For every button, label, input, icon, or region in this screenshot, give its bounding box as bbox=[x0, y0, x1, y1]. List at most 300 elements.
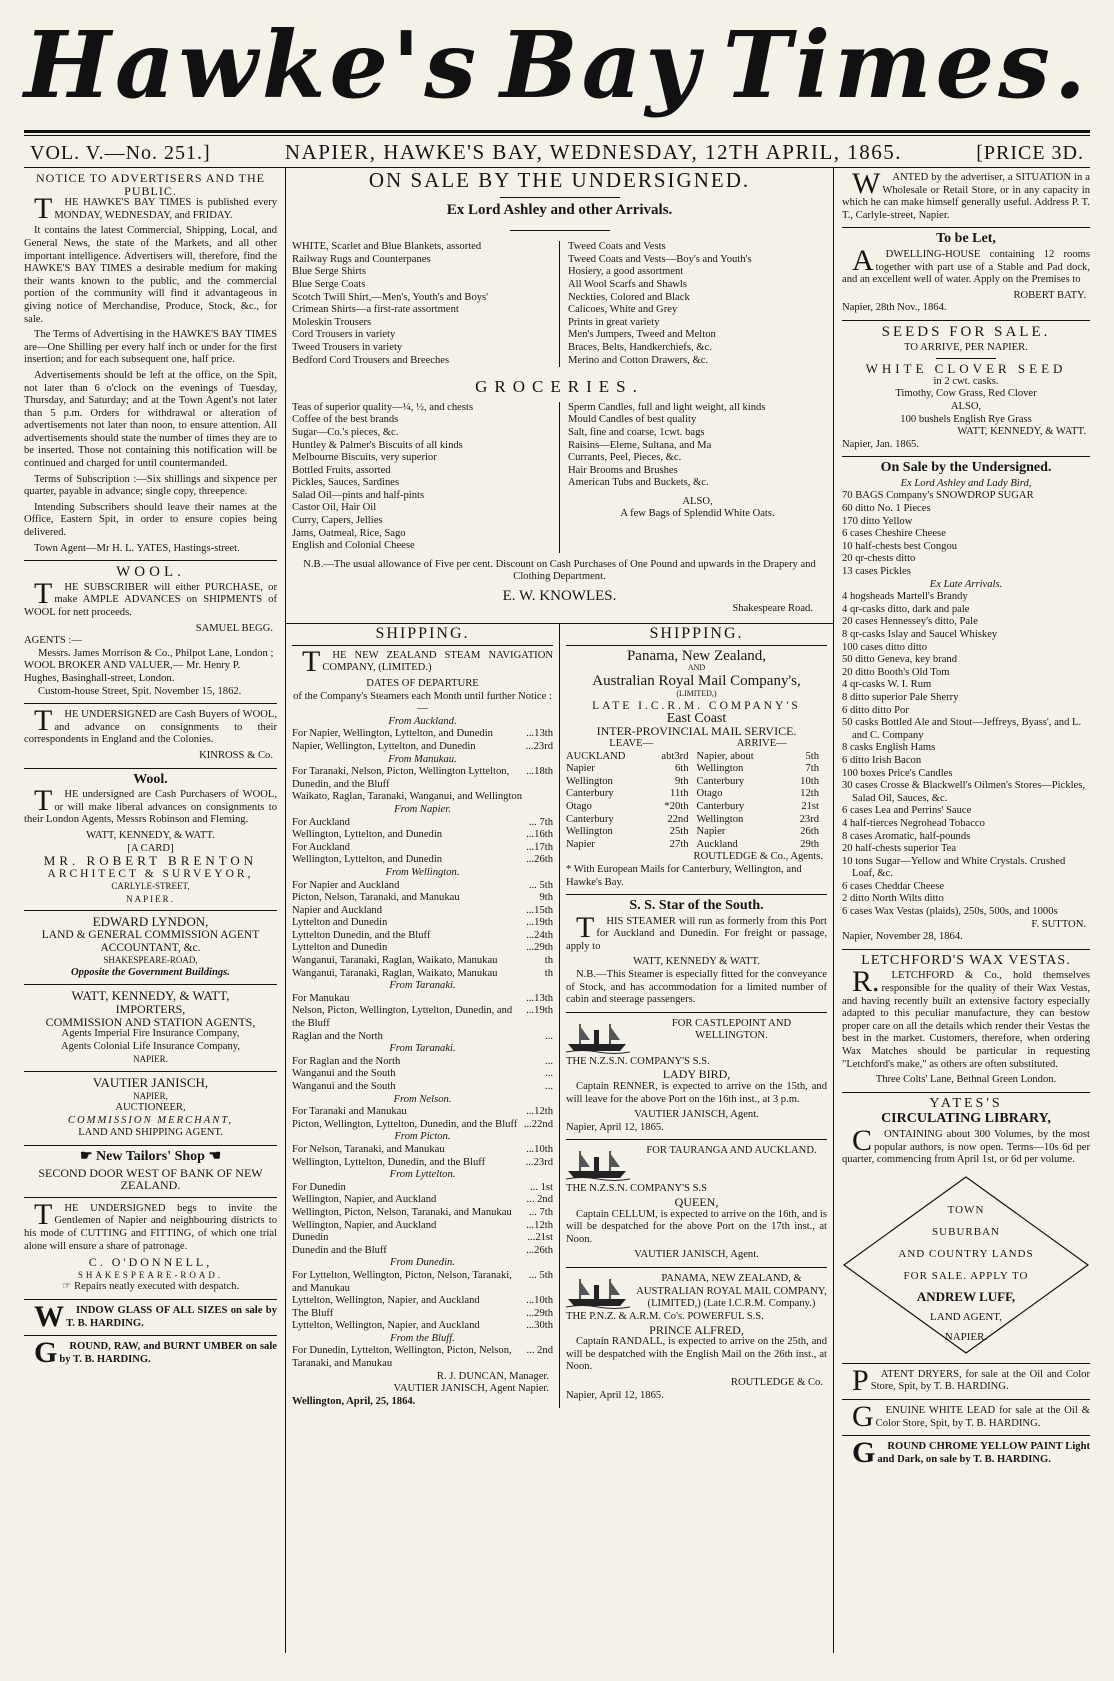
route-day: ...22nd bbox=[523, 1118, 553, 1130]
route-destination: For Taranaki and Manukau bbox=[292, 1106, 407, 1118]
divider bbox=[842, 456, 1090, 457]
vj-title-3: LAND AND SHIPPING AGENT. bbox=[78, 1127, 223, 1139]
drapery-item: Braces, Belts, Handkerchiefs, &c. bbox=[568, 341, 712, 353]
pnz-company-2: Australian Royal Mail Company's, bbox=[592, 673, 801, 689]
schedule-row bbox=[566, 788, 697, 801]
yates-para: CONTAINING about 300 Volumes, by the most popular authors, is now open. Terms—10s 6d per quarter, commencing from April 1st, or 6d per volume. bbox=[842, 1123, 1090, 1166]
luff-line-1: TOWN bbox=[947, 1203, 985, 1216]
route-row bbox=[292, 741, 553, 754]
dates-heading: DATES OF DEPARTURE bbox=[366, 678, 479, 689]
prince-alfred-signature: ROUTLEDGE & Co. bbox=[730, 1376, 823, 1388]
schedule-port: Otago bbox=[696, 788, 723, 800]
route-day: ... 1st bbox=[530, 1181, 553, 1193]
route-row bbox=[292, 1194, 553, 1207]
pnz-and: AND bbox=[687, 663, 706, 673]
tailor-para: THE UNDERSIGNED begs to invite the Gentlemen of Napier and neighbouring districts to his mode of CUTTING and FITTING, of which one trial alone will ensure a share of patronage. bbox=[24, 1197, 277, 1252]
masthead-rule bbox=[24, 130, 1090, 133]
schedule-day: 21st bbox=[801, 800, 819, 812]
sutton-item: 4 hogsheads Martell's Brandy bbox=[842, 591, 968, 603]
schedule-day: 29th bbox=[800, 838, 819, 850]
route-destination: Napier and Auckland bbox=[292, 904, 383, 916]
yates-heading: YATES'S bbox=[929, 1095, 1003, 1111]
shipping-section bbox=[286, 623, 833, 1408]
sutton-item: 8 ditto superior Pale Sherry bbox=[842, 691, 959, 703]
divider bbox=[24, 768, 277, 769]
grocery-item: Teas of superior quality—¼, ½, and chests bbox=[292, 401, 474, 413]
sutton-item: 13 cases Pickles bbox=[842, 566, 911, 578]
sutton-item: 4 qr-casks ditto, dark and pale bbox=[842, 603, 970, 615]
divider bbox=[24, 984, 277, 985]
route-destination: Wanganui, Taranaki, Raglan, Waikato, Manukau bbox=[292, 967, 498, 979]
sutton-item: 170 ditto Yellow bbox=[842, 515, 913, 527]
notice-para-7: Town Agent—Mr H. L. YATES, Hastings-street. bbox=[34, 542, 240, 554]
sutton-item: 8 cases Aromatic, half-pounds bbox=[842, 830, 971, 842]
route-row bbox=[292, 968, 553, 981]
schedule-row bbox=[566, 826, 697, 839]
route-day: ...18th bbox=[526, 766, 553, 778]
route-row bbox=[292, 1345, 553, 1370]
leave-heading: LEAVE— bbox=[609, 737, 654, 749]
seeds-date: Napier, Jan. 1865. bbox=[842, 438, 919, 450]
route-row bbox=[292, 942, 553, 955]
queen-para: Captain CELLUM, is expected to arrive on the 16th, and is will be despatched for the above Port on the 17th inst., at Noon. bbox=[566, 1208, 827, 1245]
route-destination: Wanganui and the South bbox=[292, 1068, 396, 1080]
sutton-item: 100 cases ditto ditto bbox=[842, 641, 928, 653]
ladybird-heading: FOR CASTLEPOINT AND WELLINGTON. bbox=[671, 1017, 792, 1042]
route-row bbox=[292, 955, 553, 968]
sutton-signature: F. SUTTON. bbox=[1031, 918, 1086, 930]
route-row bbox=[292, 1207, 553, 1220]
masthead-word-2: Bay bbox=[500, 11, 703, 119]
vj-town: NAPIER, bbox=[133, 1090, 168, 1101]
vj-title-1: AUCTIONEER, bbox=[115, 1102, 186, 1114]
seeds-heading: SEEDS FOR SALE. bbox=[881, 323, 1051, 340]
route-destination: Nelson, Picton, Wellington, Lyttelton, Dunedin, and the Bluff bbox=[292, 1005, 513, 1030]
sutton-list bbox=[842, 490, 1090, 578]
mail-schedule bbox=[566, 738, 827, 851]
route-day: ...26th bbox=[526, 854, 553, 866]
pnz-limited: (LIMITED,) bbox=[676, 688, 717, 698]
grocery-item: Jams, Oatmeal, Rice, Sago bbox=[292, 527, 406, 539]
grocery-item: Mould Candles of best quality bbox=[568, 414, 697, 426]
route-day: ...24th bbox=[526, 929, 553, 941]
to-let-heading: To be Let, bbox=[936, 231, 996, 247]
route-day: ...23rd bbox=[525, 740, 553, 752]
schedule-day: 27th bbox=[669, 838, 689, 850]
ladybird-ad bbox=[566, 1018, 827, 1135]
route-day: ... 5th bbox=[528, 1269, 553, 1281]
route-origin: From Taranaki. bbox=[389, 980, 456, 992]
wool-para: THE SUBSCRIBER will either PURCHASE, or make AMPLE ADVANCES on SHIPMENTS of WOOL for nett proceeds. bbox=[24, 576, 277, 618]
grocery-item: English and Colonial Cheese bbox=[292, 540, 415, 552]
schedule-day: 6th bbox=[674, 763, 689, 775]
route-origin: From Dunedin. bbox=[390, 1257, 455, 1269]
route-day: ...13th bbox=[526, 992, 553, 1004]
groceries-left-list bbox=[292, 402, 551, 553]
grocery-item: Sperm Candles, full and light weight, all kinds bbox=[568, 401, 766, 413]
route-day: ...29th bbox=[526, 942, 553, 954]
route-day: ... bbox=[545, 1030, 553, 1042]
route-row bbox=[292, 1157, 553, 1170]
drapery-left-list bbox=[292, 241, 551, 367]
route-destination: Picton, Wellington, Lyttelton, Dunedin, and the Bluff bbox=[292, 1118, 518, 1130]
grocery-item: Hair Brooms and Brushes bbox=[568, 464, 678, 476]
schedule-day: abt3rd bbox=[661, 750, 689, 762]
to-let-signature: ROBERT BATY. bbox=[1013, 289, 1086, 301]
steamship-icon bbox=[566, 1275, 630, 1309]
schedule-day: *20th bbox=[664, 800, 689, 812]
oats-line: A few Bags of Splendid White Oats. bbox=[620, 508, 775, 520]
schedule-row bbox=[697, 826, 828, 839]
divider bbox=[842, 227, 1090, 228]
prince-alfred-ad bbox=[566, 1273, 827, 1402]
chrome-yellow-ad: GROUND CHROME YELLOW PAINT Light and Dark, on sale by T. B. HARDING. bbox=[852, 1436, 1090, 1470]
ladybird-para: Captain RENNER, is expected to arrive on the 15th, and will leave for the above Port on the 16th inst., at 3 p.m. bbox=[566, 1081, 827, 1105]
luff-ad bbox=[842, 1175, 1090, 1355]
luff-line-7: NAPIER. bbox=[944, 1330, 988, 1343]
leave-column bbox=[566, 738, 697, 851]
route-destination: For Lyttelton, Wellington, Picton, Nelson, Taranaki, and Manukau bbox=[292, 1269, 512, 1294]
schedule-row bbox=[697, 801, 828, 814]
sutton-item: 6 cases Lea and Perrins' Sauce bbox=[842, 805, 972, 817]
umber-ad: GROUND, RAW, and BURNT UMBER on sale by T. B. HARDING. bbox=[34, 1336, 277, 1370]
schedule-day: 7th bbox=[805, 763, 819, 775]
luff-line-4: FOR SALE. APPLY TO bbox=[903, 1269, 1029, 1282]
drapery-left bbox=[286, 241, 560, 367]
rye-grass: 100 bushels English Rye Grass bbox=[900, 413, 1032, 425]
vj-name: VAUTIER JANISCH, bbox=[92, 1075, 209, 1090]
sutton-item: 50 ditto Geneva, key brand bbox=[842, 654, 958, 666]
masthead-title bbox=[24, 0, 1090, 130]
groceries-left bbox=[286, 402, 560, 553]
schedule-day: 25th bbox=[669, 826, 689, 838]
clover-heading: WHITE CLOVER SEED bbox=[865, 361, 1067, 377]
columns bbox=[24, 167, 1090, 1653]
tailor-address: SHAKESPEARE-ROAD. bbox=[77, 1269, 224, 1280]
sale-subheading: Ex Lord Ashley and other Arrivals. bbox=[446, 201, 673, 218]
shipping-left-heading: SHIPPING. bbox=[292, 628, 553, 646]
route-row bbox=[292, 1106, 553, 1119]
luff-line-2: SUBURBAN bbox=[932, 1225, 1000, 1238]
route-day: ...23rd bbox=[525, 1156, 553, 1168]
route-destination: For Taranaki, Nelson, Picton, Wellington Lyttelton, Dunedin, and the Bluff bbox=[292, 766, 510, 790]
sutton-subheading: Ex Lord Ashley and Lady Bird, bbox=[900, 477, 1032, 489]
divider bbox=[842, 949, 1090, 950]
schedule-port: Napier bbox=[696, 826, 726, 838]
lyndon-name: EDWARD LYNDON, bbox=[92, 914, 209, 930]
clover-sub: in 2 cwt. casks. bbox=[933, 375, 999, 387]
route-row bbox=[292, 1068, 553, 1081]
route-destination: Wellington, Napier, and Auckland bbox=[292, 1219, 437, 1231]
divider bbox=[566, 1139, 827, 1140]
drapery-right bbox=[560, 241, 833, 367]
route-row bbox=[292, 880, 553, 893]
route-row bbox=[292, 766, 553, 791]
divider bbox=[24, 560, 277, 561]
route-origin: From Manukau. bbox=[388, 753, 457, 765]
route-row bbox=[292, 728, 553, 741]
route-day: ... 7th bbox=[528, 816, 553, 828]
divider bbox=[24, 1335, 277, 1336]
route-origin: From Taranaki. bbox=[389, 1043, 456, 1055]
schedule-port: Napier bbox=[566, 763, 595, 775]
vj-title-2: COMMISSION MERCHANT, bbox=[67, 1114, 234, 1126]
divider bbox=[24, 1145, 277, 1146]
drapery-item: All Wool Scarfs and Shawls bbox=[568, 278, 688, 290]
prince-alfred-date: Napier, April 12, 1865. bbox=[566, 1389, 664, 1401]
schedule-port: Napier bbox=[566, 838, 595, 850]
route-row bbox=[292, 1056, 553, 1069]
schedule-row bbox=[697, 776, 828, 789]
notice-para-3: The Terms of Advertising in the HAWKE'S BAY TIMES are—One Shilling per every half inch or under for the first insertion; and for each subsequent one, half price. bbox=[24, 329, 277, 366]
sutton-item: 6 ditto ditto Por bbox=[842, 704, 909, 716]
route-destination: Dunedin bbox=[292, 1232, 329, 1244]
tailor-heading bbox=[24, 1148, 277, 1164]
schedule-day: 11th bbox=[670, 788, 689, 800]
dryers-ad: PATENT DRYERS, for sale at the Oil and Color Store, Spit, by T. B. HARDING. bbox=[852, 1363, 1090, 1397]
drapery-item: Neckties, Colored and Black bbox=[568, 291, 690, 303]
shipping-right-heading: SHIPPING. bbox=[566, 628, 827, 646]
grocery-item: Salad Oil—pints and half-pints bbox=[292, 489, 425, 501]
hand-pointer-icon: ☞ bbox=[61, 1281, 75, 1293]
wkw-town: NAPIER. bbox=[133, 1054, 168, 1065]
wkw-title: IMPORTERS, bbox=[115, 1002, 186, 1017]
route-row bbox=[292, 1031, 553, 1044]
route-day: ...15th bbox=[526, 904, 553, 916]
route-row bbox=[292, 829, 553, 842]
queen-company: THE N.Z.S.N. COMPANY'S S.S bbox=[566, 1183, 708, 1195]
route-destination: For Raglan and the North bbox=[292, 1055, 401, 1067]
sutton-item: 8 qr-casks Islay and Saucel Whiskey bbox=[842, 629, 998, 640]
schedule-row bbox=[566, 839, 697, 852]
drapery-item: Cord Trousers in variety bbox=[292, 329, 396, 341]
route-row bbox=[292, 1232, 553, 1245]
groceries-heading: GROCERIES. bbox=[475, 377, 644, 397]
pnz-inter: INTER-PROVINCIAL MAIL SERVICE. bbox=[596, 724, 797, 739]
schedule-port: Auckland bbox=[696, 838, 738, 850]
wkw-agent-1: Agents Imperial Fire Insurance Company, bbox=[61, 1028, 240, 1040]
divider bbox=[842, 1363, 1090, 1364]
route-destination: Wanganui, Taranaki, Raglan, Waikato, Manukau bbox=[292, 955, 498, 967]
sutton-item: 8 casks English Hams bbox=[842, 742, 936, 754]
to-let-date: Napier, 28th Nov., 1864. bbox=[842, 302, 947, 314]
sutton-item: 10 half-chests best Congou bbox=[842, 540, 958, 552]
route-row bbox=[292, 1245, 553, 1258]
luff-line-3: AND COUNTRY LANDS bbox=[898, 1247, 1034, 1260]
route-day: th bbox=[544, 967, 553, 979]
sutton-item: 20 half-chests superior Tea bbox=[842, 843, 957, 855]
schedule-row bbox=[566, 751, 697, 764]
luff-text bbox=[842, 1199, 1090, 1287]
drapery-item: Blue Serge Shirts bbox=[292, 266, 366, 278]
steamship-icon bbox=[566, 1020, 630, 1054]
route-day: ... 7th bbox=[528, 1206, 553, 1218]
route-row bbox=[292, 1320, 553, 1333]
route-row bbox=[292, 905, 553, 918]
route-day: ...21st bbox=[527, 1232, 553, 1244]
nzsn-intro: THE NEW ZEALAND STEAM NAVIGATION COMPANY, (LIMITED.) bbox=[302, 644, 553, 678]
prince-alfred-para: Captain RANDALL, is expected to arrive on the 25th, and will be despatched with the English Mail on the 26th inst., at Noon. bbox=[566, 1336, 827, 1373]
middle-columns bbox=[286, 168, 834, 1653]
schedule-port: Canterbury bbox=[696, 775, 745, 787]
route-day: ... 5th bbox=[528, 879, 553, 891]
sale-heading: ON SALE BY THE UNDERSIGNED. bbox=[368, 168, 751, 192]
sale-nb: N.B.—The usual allowance of Five per cent. Discount on Cash Purchases of One Pound and upwards in the Drapery and Clothing Department. bbox=[303, 558, 816, 583]
route-day: ... 2nd bbox=[526, 1345, 553, 1357]
schedule-row bbox=[697, 814, 828, 827]
route-list bbox=[292, 716, 553, 1371]
sutton-late-arrivals: Ex Late Arrivals. bbox=[929, 578, 1003, 590]
nzsn-signature-1: R. J. DUNCAN, Manager. bbox=[436, 1370, 549, 1382]
schedule-row bbox=[697, 763, 828, 776]
drapery-item: Hosiery, a good assortment bbox=[568, 266, 684, 278]
grocery-item: Huntley & Palmer's Biscuits of all kinds bbox=[292, 439, 463, 451]
pnz-company-1: Panama, New Zealand, bbox=[626, 647, 767, 664]
sutton-item: 30 cases Crosse & Blackwell's Oilmen's Stores—Pickles, Salad Oil, Sauces, &c. bbox=[842, 780, 1086, 804]
letchford-heading: LETCHFORD'S WAX VESTAS. bbox=[861, 952, 1071, 968]
sutton-item: 2 ditto North Wilts ditto bbox=[842, 893, 944, 905]
sutton-heading: On Sale by the Undersigned. bbox=[880, 460, 1052, 476]
route-destination: Napier, Wellington, Lyttelton, and Dunedin bbox=[292, 740, 476, 752]
steamship-icon bbox=[566, 1147, 630, 1181]
route-origin: From Auckland. bbox=[388, 715, 457, 727]
schedule-day: 9th bbox=[674, 775, 689, 787]
schedule-row bbox=[566, 763, 697, 776]
sutton-list-2 bbox=[842, 591, 1090, 918]
drapery-item: Tweed Coats and Vests bbox=[568, 241, 666, 253]
tailor-repairs-text: Repairs neatly executed with despatch. bbox=[74, 1281, 240, 1293]
luff-line-5: ANDREW LUFF, bbox=[916, 1288, 1016, 1304]
ladybird-date: Napier, April 12, 1865. bbox=[566, 1121, 664, 1133]
schedule-port: Wellington bbox=[566, 775, 613, 787]
queen-ship: QUEEN, bbox=[674, 1195, 719, 1209]
arrive-rows bbox=[697, 751, 828, 852]
sutton-item: 10 tons Sugar—Yellow and White Crystals. Crushed Loaf, &c. bbox=[842, 855, 1066, 880]
notice-para-5: Terms of Subscription :—Six shillings and sixpence per quarter, payable in advance; single copy, threepence. bbox=[24, 473, 277, 498]
sale-signature: E. W. KNOWLES. bbox=[502, 588, 617, 605]
drapery-item: Prints in great variety bbox=[568, 316, 660, 328]
route-day: ...17th bbox=[526, 841, 553, 853]
route-destination: For Auckland bbox=[292, 816, 350, 828]
route-origin: From Nelson. bbox=[393, 1093, 452, 1105]
route-destination: Picton, Nelson, Taranaki, and Manukau bbox=[292, 892, 460, 904]
route-destination: Lyttelton Dunedin, and the Bluff bbox=[292, 929, 431, 941]
prince-alfred-heading: PANAMA, NEW ZEALAND, & AUSTRALIAN ROYAL MAIL COMPANY, (LIMITED,) (Late I.C.R.M. Company.) bbox=[636, 1272, 827, 1310]
nzsn-date: Wellington, April, 25, 1864. bbox=[292, 1395, 416, 1407]
route-origin: From Picton. bbox=[394, 1131, 451, 1143]
ladybird-ship: LADY BIRD, bbox=[662, 1067, 731, 1082]
star-heading: S. S. Star of the South. bbox=[629, 898, 764, 914]
divider bbox=[566, 894, 827, 895]
wool2-signature: WATT, KENNEDY, & WATT. bbox=[86, 829, 215, 841]
divider bbox=[510, 230, 610, 231]
grocery-item: American Tubs and Buckets, &c. bbox=[568, 477, 709, 489]
tailor-heading-text: New Tailors' Shop bbox=[96, 1148, 205, 1164]
agents-2: WOOL BROKER AND VALUER,— Mr. Henry P. Hughes, Basinghall-street, London. bbox=[24, 660, 241, 684]
sutton-item: 6 ditto Irish Bacon bbox=[842, 754, 922, 766]
dateline bbox=[24, 136, 1090, 167]
schedule-row bbox=[697, 839, 828, 852]
route-day: ...29th bbox=[526, 1307, 553, 1319]
route-row bbox=[292, 817, 553, 830]
schedule-day: 5th bbox=[805, 750, 819, 762]
route-destination: Lyttelton and Dunedin bbox=[292, 917, 388, 929]
route-row bbox=[292, 1270, 553, 1295]
notice-heading: NOTICE TO ADVERTISERS AND THE PUBLIC. bbox=[36, 171, 265, 198]
wanted-ad: WANTED by the advertiser, a SITUATION in a Wholesale or Retail Store, or in any capacity in which he can make himself generally useful. Address P. T. T., Carlyle-street, Napier. bbox=[842, 168, 1090, 221]
sutton-date: Napier, November 28, 1864. bbox=[842, 931, 963, 943]
route-row bbox=[292, 1308, 553, 1321]
drapery-item: Men's Jumpers, Tweed and Melton bbox=[568, 329, 716, 341]
route-origin: From Lyttelton. bbox=[389, 1169, 456, 1181]
route-day: ...26th bbox=[526, 1244, 553, 1256]
window-glass-ad: WINDOW GLASS OF ALL SIZES on sale by T. B. HARDING. bbox=[34, 1299, 277, 1333]
divider bbox=[842, 1435, 1090, 1436]
route-day: ...12th bbox=[526, 1219, 553, 1231]
agents-3: Custom-house Street, Spit. November 15, 1862. bbox=[38, 685, 242, 697]
sale-signature-address: Shakespeare Road. bbox=[732, 602, 813, 614]
ladybird-company: THE N.Z.S.N. COMPANY'S S.S. bbox=[566, 1055, 710, 1067]
route-destination: Wellington, Lyttelton, Dunedin, and the Bluff bbox=[292, 1156, 486, 1168]
route-day: ...13th bbox=[526, 728, 553, 740]
grocery-item: Sugar—Co.'s pieces, &c. bbox=[292, 426, 399, 438]
letchford-para: R.LETCHFORD & Co., hold themselves responsible for the quality of their Wax Vestas, and having recently built an extensive factory especially adapted to this peculiar manufacture, they can bestow proper care on all the details which render their Vestas the best in the market. Customers, therefore, when ordering Wax Matches should be particular in requesting "Letchford's make," as others are often substituted. bbox=[842, 965, 1090, 1070]
route-day: ... bbox=[545, 1068, 553, 1080]
route-destination: Wellington, Lyttelton, and Dunedin bbox=[292, 829, 443, 841]
route-destination: For Napier, Wellington, Lyttelton, and Dunedin bbox=[292, 728, 493, 740]
divider bbox=[24, 703, 277, 704]
drapery-item: Tweed Trousers in variety bbox=[292, 341, 403, 353]
route-destination: For Nelson, Taranaki, and Manukau bbox=[292, 1143, 445, 1155]
drapery-right-list bbox=[568, 241, 827, 367]
route-day: ...30th bbox=[526, 1320, 553, 1332]
seeds-also: ALSO, bbox=[950, 400, 982, 412]
route-day: ...19th bbox=[526, 1005, 553, 1017]
schedule-row bbox=[566, 801, 697, 814]
notice-para-1: THE HAWKE'S BAY TIMES is published every MONDAY, WEDNESDAY, and FRIDAY. bbox=[34, 192, 277, 226]
route-row bbox=[292, 1119, 553, 1132]
grocery-item: Bottled Fruits, assorted bbox=[292, 464, 391, 476]
schedule-port: Napier, about bbox=[696, 750, 754, 762]
grocery-item: Currants, Peel, Pieces, &c. bbox=[568, 452, 682, 464]
queen-signature: VAUTIER JANISCH, Agent. bbox=[634, 1249, 759, 1261]
wkw-agent-2: Agents Colonial Life Insurance Company, bbox=[60, 1040, 241, 1052]
pnz-signature: ROUTLEDGE & Co., Agents. bbox=[693, 851, 823, 863]
route-day: ...19th bbox=[526, 917, 553, 929]
route-row bbox=[292, 1081, 553, 1094]
nzsn-signature-2: VAUTIER JANISCH, Agent Napier. bbox=[393, 1383, 549, 1395]
route-destination: For Dunedin bbox=[292, 1181, 346, 1193]
agents-1: Messrs. James Morrison & Co., Philpot Lane, London ; bbox=[38, 647, 274, 659]
divider bbox=[566, 1012, 827, 1013]
schedule-port: Canterbury bbox=[566, 788, 614, 800]
route-row bbox=[292, 993, 553, 1006]
sutton-item: 6 cases Cheshire Cheese bbox=[842, 528, 946, 540]
route-destination: Wellington, Lyttelton, and Dunedin bbox=[292, 854, 443, 866]
route-day: ...16th bbox=[526, 829, 553, 841]
route-origin: From the Bluff. bbox=[390, 1332, 455, 1344]
schedule-port: AUCKLAND bbox=[566, 750, 626, 762]
divider bbox=[500, 197, 620, 198]
route-destination: Lyttelton, Wellington, Napier, and Auckland bbox=[292, 1320, 480, 1332]
divider bbox=[936, 358, 996, 359]
route-destination: The Bluff bbox=[292, 1307, 334, 1319]
lyndon-address: SHAKESPEARE-ROAD, bbox=[103, 955, 198, 966]
groceries-right-list bbox=[568, 402, 827, 490]
schedule-port: Wellington bbox=[566, 826, 613, 838]
groceries-list bbox=[286, 402, 833, 553]
drapery-item: Calicoes, White and Grey bbox=[568, 304, 678, 316]
